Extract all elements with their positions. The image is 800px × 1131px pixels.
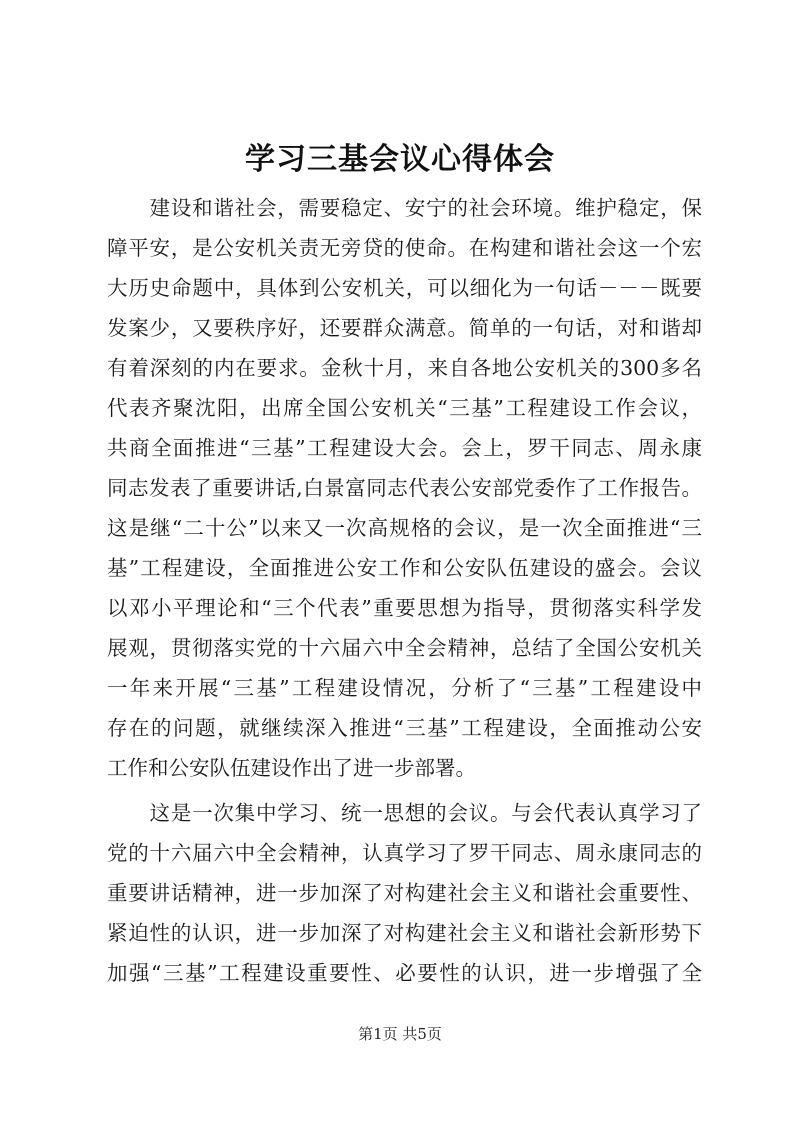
document-body [107, 188, 702, 993]
page-footer: 第1页 共5页 [358, 1025, 442, 1043]
text-line: 存在的问题，就继续深入推进“三基”工程建设，全面推动公安 [107, 716, 702, 740]
paragraph-2 [107, 793, 702, 993]
text-line: 发案少，又要秩序好，还要群众满意。简单的一句话，对和谐却 [107, 316, 702, 340]
paragraph-1 [107, 188, 702, 788]
text-line: 建设和谐社会，需要稳定、安宁的社会环境。维护稳定，保 [107, 196, 702, 220]
text-line: 障平安，是公安机关责无旁贷的使命。在构建和谐社会这一个宏 [107, 236, 702, 260]
text-line: 紧迫性的认识，进一步加深了对构建社会主义和谐社会新形势下 [107, 921, 702, 945]
text-line: 大历史命题中，具体到公安机关，可以细化为一句话－－－既要 [107, 276, 702, 300]
text-line: 代表齐聚沈阳，出席全国公安机关“三基”工程建设工作会议， [107, 396, 702, 420]
text-line: 基”工程建设，全面推进公安工作和公安队伍建设的盛会。会议 [107, 556, 702, 580]
text-line: 一年来开展“三基”工程建设情况，分析了“三基”工程建设中 [107, 676, 702, 700]
text-line: 重要讲话精神，进一步加深了对构建社会主义和谐社会重要性、 [107, 881, 702, 905]
text-line: 加强“三基”工程建设重要性、必要性的认识，进一步增强了全 [107, 961, 702, 985]
text-line: 党的十六届六中全会精神，认真学习了罗干同志、周永康同志的 [107, 841, 702, 865]
text-line: 展观，贯彻落实党的十六届六中全会精神，总结了全国公安机关 [107, 636, 702, 660]
text-line: 工作和公安队伍建设作出了进一步部署。 [107, 756, 476, 780]
text-line: 同志发表了重要讲话,白景富同志代表公安部党委作了工作报告。 [107, 476, 702, 500]
text-line: 共商全面推进“三基”工程建设大会。会上，罗干同志、周永康 [107, 436, 702, 460]
text-line: 以邓小平理论和“三个代表”重要思想为指导，贯彻落实科学发 [107, 596, 702, 620]
text-line: 这是继“二十公”以来又一次高规格的会议，是一次全面推进“三 [107, 516, 702, 540]
document-title: 学习三基会议心得体会 [245, 142, 555, 177]
text-line: 这是一次集中学习、统一思想的会议。与会代表认真学习了 [107, 801, 702, 825]
text-line: 有着深刻的内在要求。金秋十月，来自各地公安机关的300多名 [107, 356, 702, 380]
